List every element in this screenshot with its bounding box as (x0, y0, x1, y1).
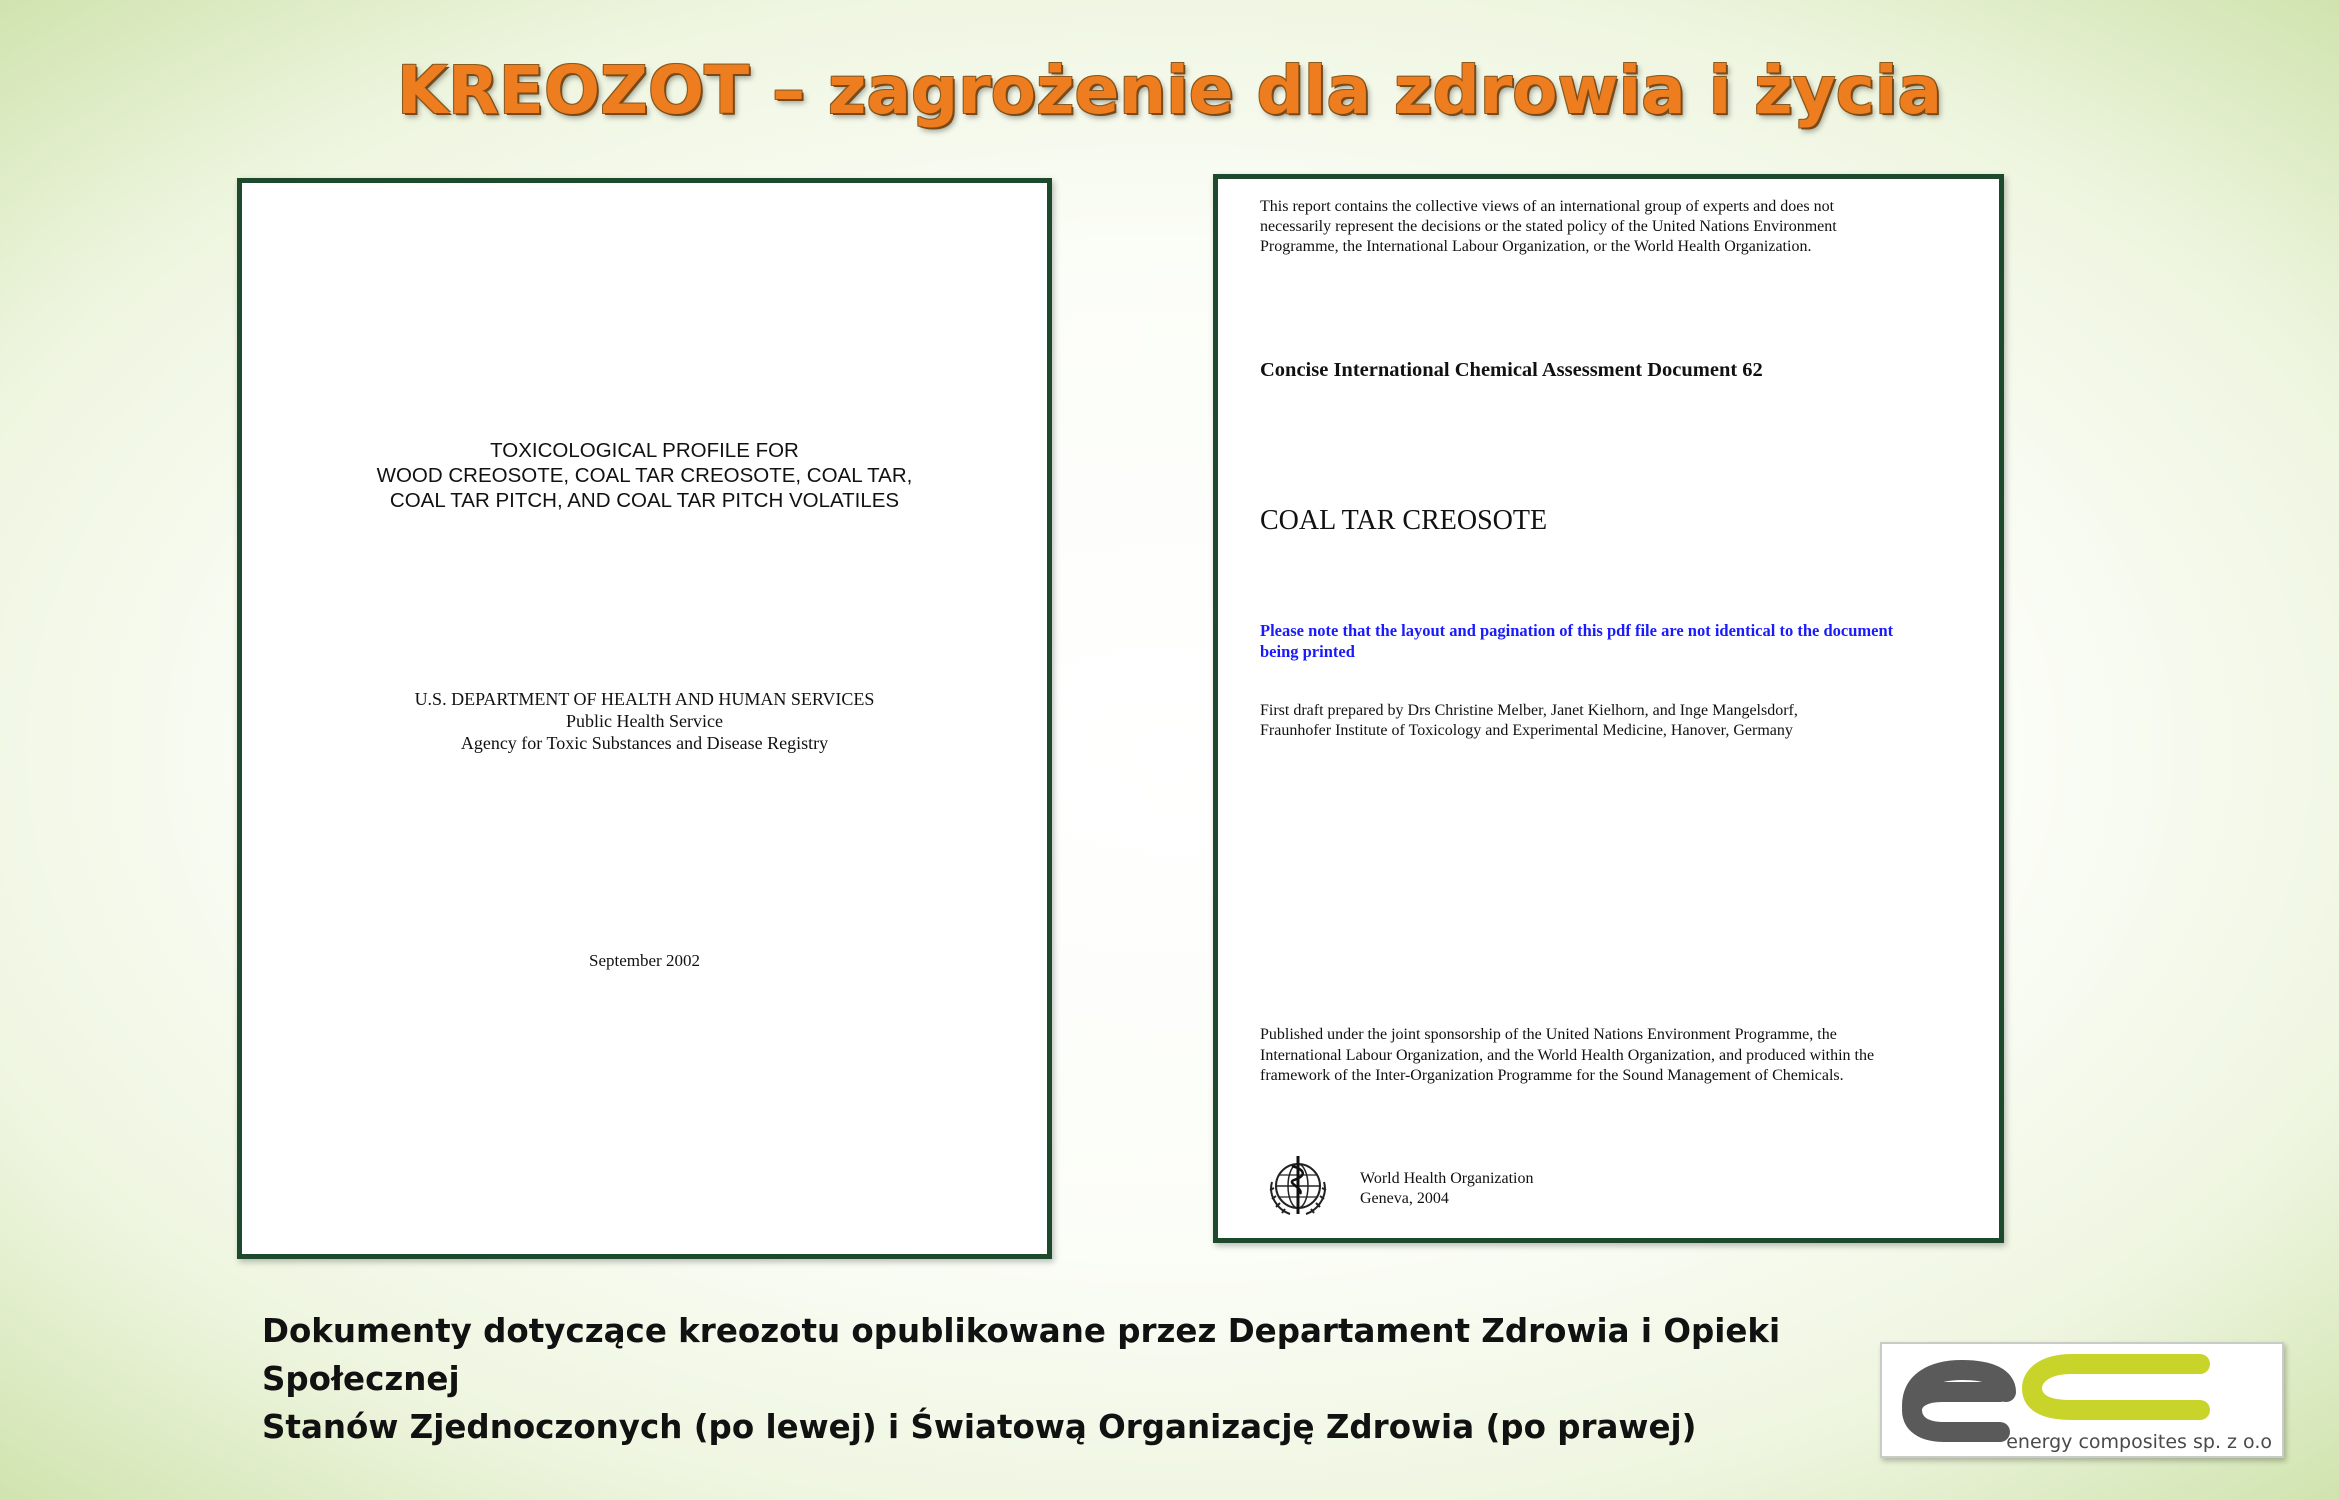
title-line: TOXICOLOGICAL PROFILE FOR (490, 439, 799, 462)
draft-authors (1260, 701, 1980, 741)
disclaimer-line: necessarily represent the decisions or the stated policy of the United Nations Environment (1260, 218, 1837, 235)
subject-title: COAL TAR CREOSOTE (1260, 505, 1548, 536)
disclaimer-line: This report contains the collective views of an international group of experts and does not (1260, 198, 1835, 215)
published-line: International Labour Organization, and the World Health Organization, and produced within the (1260, 1046, 1875, 1064)
agency-line: U.S. DEPARTMENT OF HEALTH AND HUMAN SERVICES (414, 689, 875, 709)
slide-title: KREOZOT – zagrożenie dla zdrowia i życia (396, 52, 1943, 129)
publisher-line: World Health Organization (1360, 1170, 1534, 1187)
title-line: COAL TAR PITCH, AND COAL TAR PITCH VOLATILES (389, 489, 900, 512)
publisher-line: Geneva, 2004 (1360, 1190, 1449, 1207)
caption-line: Stanów Zjednoczonych (po lewej) i Światową Organizację Zdrowia (po prawej) (262, 1408, 1697, 1446)
note-line: being printed (1260, 641, 1355, 661)
note-line: Please note that the layout and pagination of this pdf file are not identical to the document (1260, 621, 1894, 640)
sponsorship-text (1260, 1025, 1980, 1087)
publisher-block (1360, 1169, 1533, 1209)
draft-line: Fraunhofer Institute of Toxicology and Experimental Medicine, Hanover, Germany (1260, 722, 1793, 739)
who-document-cover (1213, 174, 2004, 1243)
agency-line: Agency for Toxic Substances and Disease Registry (460, 733, 829, 753)
disclaimer-line: Programme, the International Labour Organization, or the World Health Organization. (1260, 238, 1812, 255)
agency-line: Public Health Service (566, 711, 723, 731)
disclaimer-text (1260, 197, 1980, 257)
atsdr-document-cover (237, 178, 1052, 1259)
slide-caption (262, 1307, 1962, 1451)
caption-line: Dokumenty dotyczące kreozotu opublikowane przez Departament Zdrowia i Opieki Społecznej (262, 1312, 1781, 1398)
publication-date: September 2002 (589, 951, 700, 970)
title-line: WOOD CREOSOTE, COAL TAR CREOSOTE, COAL TAR, (376, 464, 913, 487)
toxicological-profile-title (242, 438, 1047, 513)
draft-line: First draft prepared by Drs Christine Melber, Janet Kielhorn, and Inge Mangelsdorf, (1260, 702, 1798, 719)
series-title: Concise International Chemical Assessment Document 62 (1260, 359, 1763, 381)
published-line: Published under the joint sponsorship of the United Nations Environment Programme, the (1260, 1026, 1837, 1043)
pdf-note (1260, 621, 1960, 662)
company-name: energy composites sp. z o.o (2006, 1431, 2272, 1453)
who-emblem-icon (1264, 1152, 1332, 1220)
published-line: framework of the Inter-Organization Programme for the Sound Management of Chemicals. (1260, 1067, 1844, 1084)
company-logo (1880, 1342, 2284, 1458)
agency-block (242, 688, 1047, 754)
